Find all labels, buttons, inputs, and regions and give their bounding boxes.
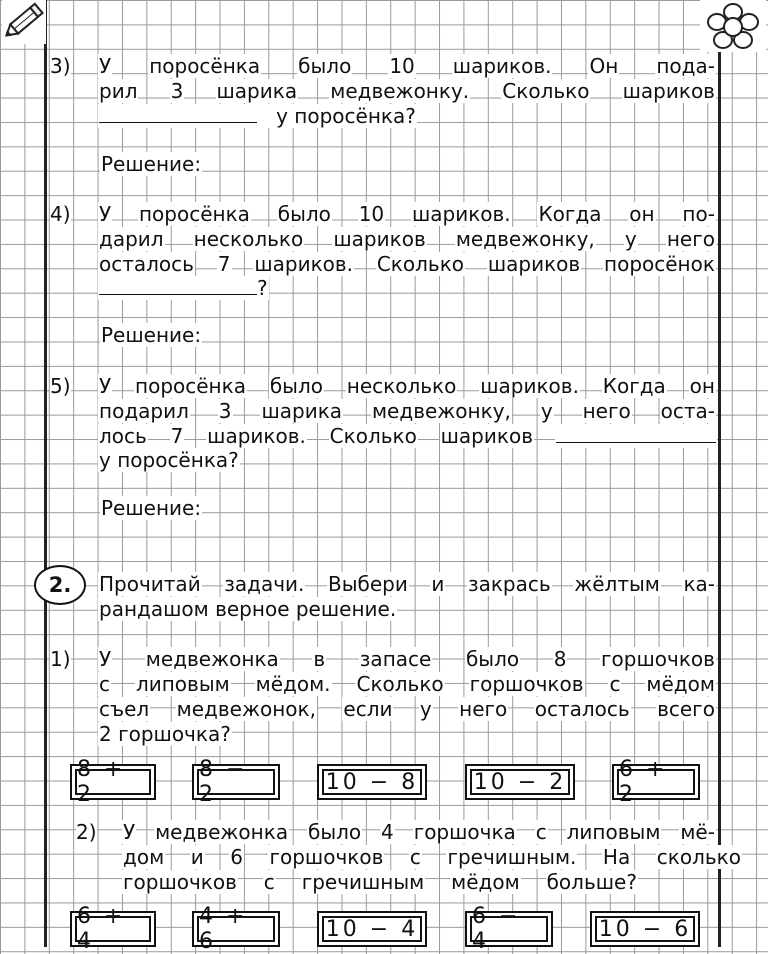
task-4-line-3: осталось 7 шариков. Сколько шариков поросёнок [99,252,715,276]
problem-1-line-2: с липовым мёдом. Сколько горшочков с мёдом [99,672,715,696]
left-margin-line [44,0,47,947]
answer-box[interactable] [70,904,156,954]
pencil-icon [2,0,46,44]
problem-2-line-2: дом и 6 горшочков с гречишным. На сколько [123,845,741,869]
answer-box[interactable] [317,764,427,800]
answer-expression: 6 − 4 [470,916,548,942]
problem-1-line-4: 2 горшочка? [99,722,231,746]
answer-box[interactable] [590,911,700,947]
answer-expression: 10 − 4 [322,916,422,942]
task-4-line-2: дарил несколько шариков медвежонку, у него [99,227,715,251]
task-4-line-4: ? [98,276,269,300]
problem-1-line-3: съел медвежонок, если у него осталось всего [99,697,715,721]
task-3-number: 3) [50,54,71,78]
answer-expression: 4 + 6 [197,916,275,942]
task-5-line-2: подарил 3 шарика медвежонку, у него оста- [99,399,715,423]
task-3-solution-label: Решение: [101,152,202,176]
task-5-line-4: у поросёнка? [99,448,239,472]
task-4-line-1: У поросёнка было 10 шариков. Когда он по- [99,202,715,226]
answer-expression: 6 + 4 [75,916,151,942]
answer-expression: 10 − 6 [595,916,695,942]
answer-expression: 6 + 2 [617,769,695,795]
answer-box[interactable] [192,757,280,807]
task-4-solution-label: Решение: [101,323,202,347]
answer-box[interactable] [465,904,553,954]
exercise-2-instruction-line-1: Прочитай задачи. Выбери и закрась жёлтым ка- [99,572,715,596]
answer-expression: 8 + 2 [75,769,151,795]
exercise-2-number-badge: 2. [34,565,86,605]
problem-1-number: 1) [50,647,71,671]
problem-1-line-1: У медвежонка в запасе было 8 горшочков [99,647,715,671]
task-5-answer-blank-wrap [555,424,717,448]
answer-blank[interactable] [99,276,257,295]
task-3-line-3: у поросёнка? [98,104,417,128]
task-5-line-1: У поросёнка было несколько шариков. Когда он [99,374,715,398]
answer-expression: 10 − 8 [322,769,422,795]
answer-blank[interactable] [99,104,257,123]
answer-blank[interactable] [556,424,716,443]
answer-expression: 8 − 2 [197,769,275,795]
answer-box[interactable] [465,764,575,800]
answer-box[interactable] [192,904,280,954]
problem-2-number: 2) [76,820,97,844]
answer-box[interactable] [612,757,700,807]
problem-2-line-3: горшочков с гречишным мёдом больше? [123,870,637,894]
exercise-2-instruction-line-2: рандашом верное решение. [99,597,397,621]
task-3-line-1: У поросёнка было 10 шариков. Он пода- [99,54,715,78]
task-5-line-3: лось 7 шариков. Сколько шариков [99,424,533,448]
problem-2-line-1: У медвежонка было 4 горшочка с липовым мё- [123,820,715,844]
answer-box[interactable] [70,757,156,807]
task-4-number: 4) [50,202,71,226]
task-3-line-2: рил 3 шарика медвежонку. Сколько шариков [99,79,715,103]
answer-expression: 10 − 2 [470,769,570,795]
task-5-number: 5) [50,374,71,398]
flower-icon [700,0,766,52]
task-5-solution-label: Решение: [101,496,202,520]
right-margin-line [718,0,721,947]
answer-box[interactable] [317,911,427,947]
